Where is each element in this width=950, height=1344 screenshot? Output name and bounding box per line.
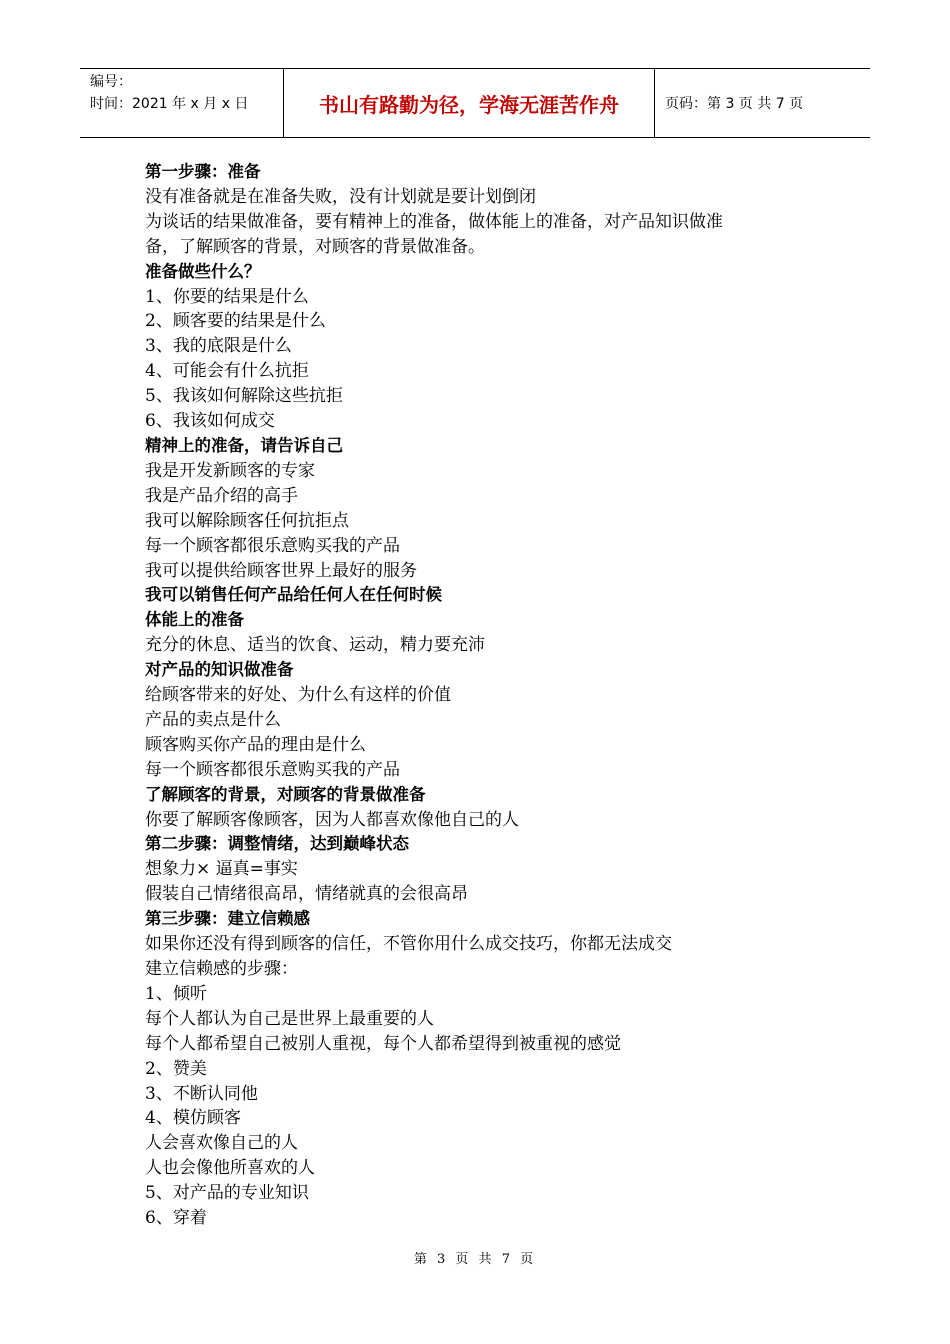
- header-meta: [80, 69, 283, 137]
- body-line: 2、赞美: [145, 1058, 207, 1079]
- header-page-info: 页码：第 3 页 共 7 页: [665, 96, 804, 112]
- body-line: 1、你要的结果是什么: [145, 286, 309, 307]
- body-line: 人也会像他所喜欢的人: [145, 1158, 315, 1179]
- body-line: 4、可能会有什么抗拒: [145, 361, 309, 382]
- body-line: 产品的卖点是什么: [145, 709, 281, 730]
- body-line: 建立信赖感的步骤：: [145, 959, 298, 979]
- section-heading: 第一步骤：准备: [145, 162, 261, 181]
- body-line: 每一个顾客都很乐意购买我的产品: [145, 759, 400, 780]
- body-line: 给顾客带来的好处、为什么有这样的价值: [145, 685, 451, 706]
- section-heading: 第三步骤：建立信赖感: [145, 909, 310, 929]
- page-footer: [0, 1248, 950, 1267]
- body-line: 我是开发新顾客的专家: [145, 460, 315, 481]
- body-line: 每一个顾客都很乐意购买我的产品: [145, 535, 400, 556]
- body-line: 我可以解除顾客任何抗拒点: [145, 510, 349, 531]
- body-line: 6、我该如何成交: [145, 411, 275, 432]
- page-header: [80, 68, 870, 138]
- footer-page-number: 第 3 页 共 7 页: [413, 1252, 537, 1267]
- body-line: 5、对产品的专业知识: [145, 1183, 309, 1204]
- body-line: 6、穿着: [145, 1208, 207, 1229]
- body-line: 充分的休息、适当的饮食、运动，精力要充沛: [145, 635, 485, 656]
- body-line: 顾客购买你产品的理由是什么: [145, 734, 366, 755]
- body-line: 没有准备就是在准备失败，没有计划就是要计划倒闭: [145, 186, 536, 207]
- section-heading: 第二步骤：调整情绪，达到巅峰状态: [145, 834, 409, 854]
- section-heading: 精神上的准备，请告诉自己: [145, 435, 343, 455]
- section-heading: 了解顾客的背景，对顾客的背景做准备: [145, 784, 426, 804]
- body-line: 1、倾听: [145, 983, 207, 1004]
- body-line: 我是产品介绍的高手: [145, 485, 298, 506]
- body-line: 我可以提供给顾客世界上最好的服务: [145, 560, 417, 581]
- body-line: 5、我该如何解除这些抗拒: [145, 386, 343, 407]
- body-line: 如果你还没有得到顾客的信任，不管你用什么成交技巧，你都无法成交: [145, 934, 672, 955]
- body-line: 备，了解顾客的背景，对顾客的背景做准备。: [145, 236, 485, 257]
- body-line: 3、我的底限是什么: [145, 336, 292, 357]
- document-body: [145, 160, 825, 1231]
- header-motto: 书山有路勤为径，学海无涯苦作舟: [283, 69, 655, 137]
- body-line: 你要了解顾客像顾客，因为人都喜欢像他自己的人: [145, 809, 519, 830]
- section-heading: 准备做些什么？: [145, 261, 261, 281]
- body-line: 2、顾客要的结果是什么: [145, 311, 326, 332]
- body-line: 每个人都认为自己是世界上最重要的人: [145, 1008, 434, 1029]
- section-heading: 我可以销售任何产品给任何人在任何时候: [145, 585, 442, 605]
- body-line: 为谈话的结果做准备，要有精神上的准备，做体能上的准备，对产品知识做准: [145, 211, 723, 232]
- body-line: 人会喜欢像自己的人: [145, 1133, 298, 1154]
- document-number-label: 编号：: [90, 74, 132, 90]
- document-date: 时间：2021 年 x 月 x 日: [90, 96, 249, 112]
- body-line: 想象力× 逼真=事实: [145, 859, 298, 880]
- body-line: 假装自己情绪很高昂，情绪就真的会很高昂: [145, 884, 468, 905]
- body-line: 每个人都希望自己被别人重视，每个人都希望得到被重视的感觉: [145, 1033, 621, 1054]
- body-line: 3、不断认同他: [145, 1083, 258, 1104]
- section-heading: 对产品的知识做准备: [145, 660, 294, 680]
- body-line: 4、模仿顾客: [145, 1108, 241, 1129]
- section-heading: 体能上的准备: [145, 610, 244, 630]
